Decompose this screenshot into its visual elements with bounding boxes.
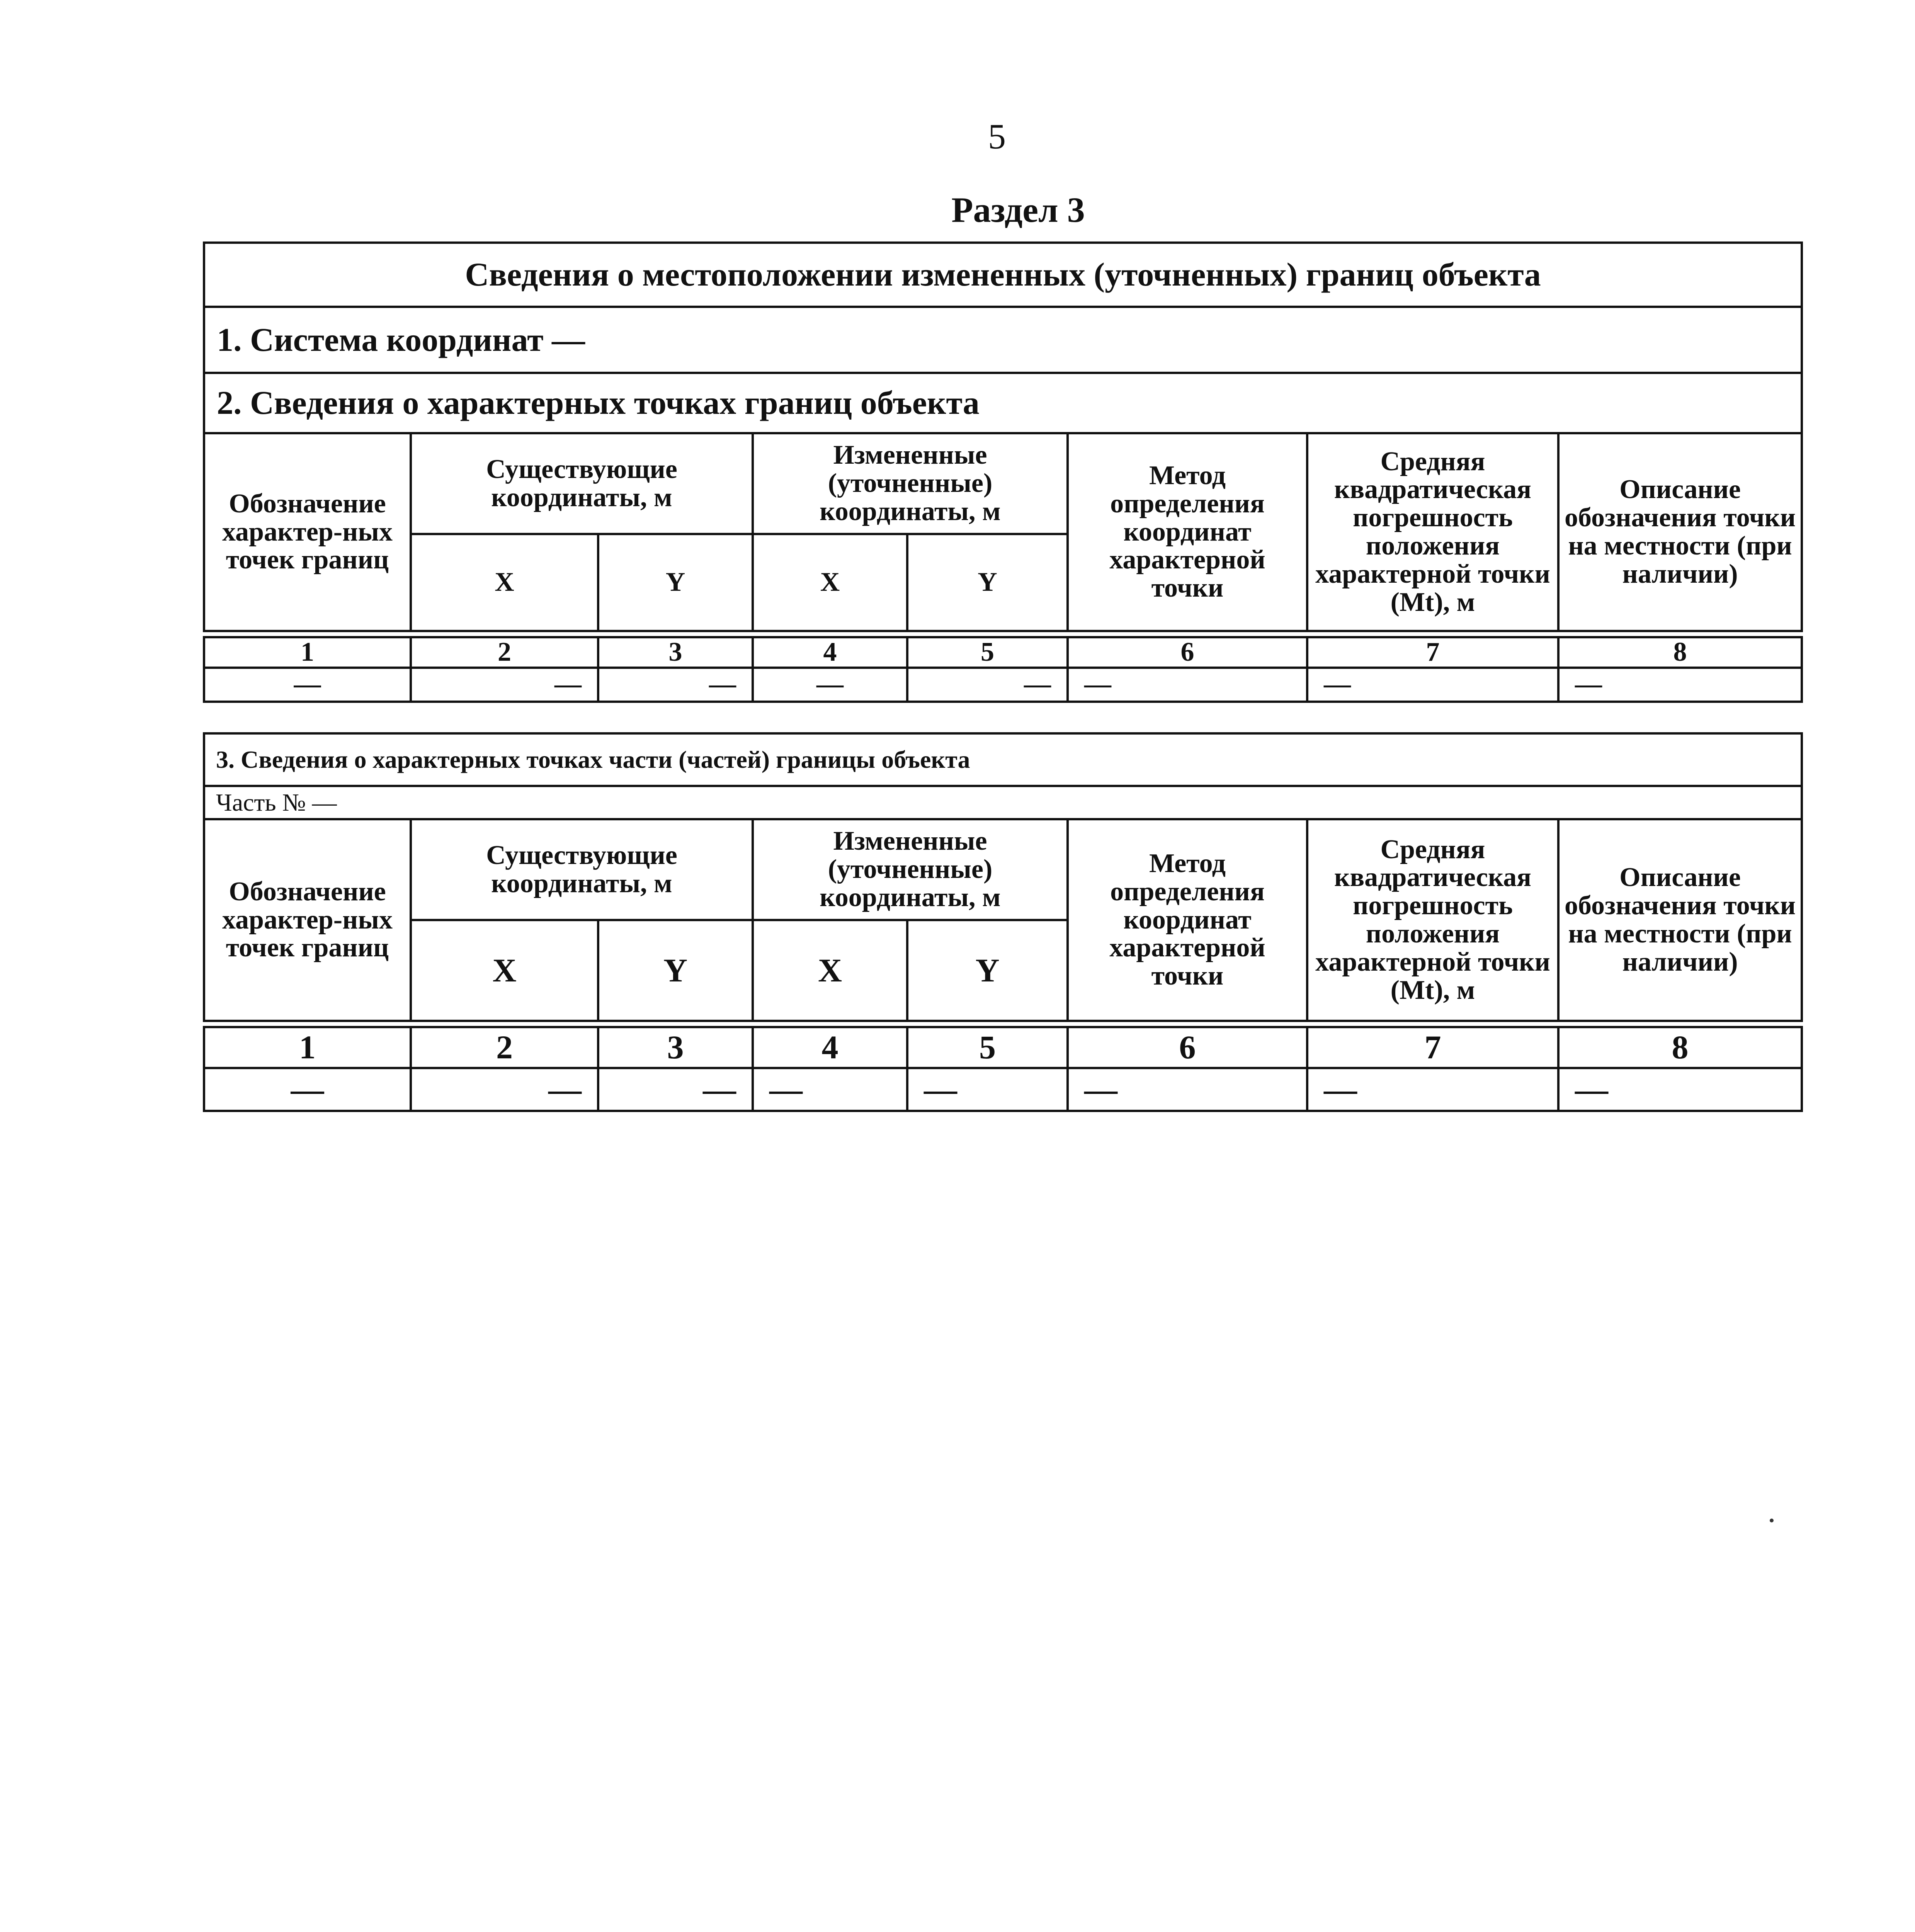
table-row xyxy=(204,1068,1802,1111)
cell-value: — xyxy=(1068,668,1307,702)
header-designation: Обозначение характер-ных точек границ xyxy=(204,819,411,1021)
part-boundary-points-table xyxy=(203,732,1803,1112)
column-number: 7 xyxy=(1307,1027,1558,1068)
cell-value: — xyxy=(204,1068,411,1111)
column-number: 1 xyxy=(204,637,411,668)
header-description: Описание обозначения точки на местности (при наличии) xyxy=(1558,433,1802,631)
header-existing-x: X xyxy=(411,534,598,631)
header-method: Метод определения координат характерной точки xyxy=(1068,819,1307,1021)
header-gap xyxy=(204,1021,1802,1027)
page-number: 5 xyxy=(988,117,1006,156)
column-number: 1 xyxy=(204,1027,411,1068)
cell-value: — xyxy=(204,668,411,702)
header-changed-y: Y xyxy=(907,920,1068,1021)
section-title: Раздел 3 xyxy=(951,190,1085,230)
column-number: 3 xyxy=(598,1027,753,1068)
column-number: 7 xyxy=(1307,637,1558,668)
cell-value: — xyxy=(411,668,598,702)
table-title: Сведения о местоположении измененных (уточненных) границ объекта xyxy=(204,243,1802,307)
column-number: 8 xyxy=(1558,1027,1802,1068)
cell-value: — xyxy=(411,1068,598,1111)
header-changed-y: Y xyxy=(907,534,1068,631)
column-number: 6 xyxy=(1068,637,1307,668)
column-number: 2 xyxy=(411,1027,598,1068)
header-existing-x: X xyxy=(411,920,598,1021)
cell-value: — xyxy=(598,668,753,702)
cell-value: — xyxy=(1307,1068,1558,1111)
cell-value: — xyxy=(907,1068,1068,1111)
boundary-points-table xyxy=(203,242,1803,703)
cell-value: — xyxy=(598,1068,753,1111)
cell-value: — xyxy=(753,668,907,702)
table-row xyxy=(204,668,1802,702)
column-number: 3 xyxy=(598,637,753,668)
scan-speck xyxy=(1770,1519,1774,1522)
cell-value: — xyxy=(753,1068,907,1111)
column-number: 6 xyxy=(1068,1027,1307,1068)
points-section-title: 2. Сведения о характерных точках границ объекта xyxy=(204,373,1802,433)
header-changed-coords: Измененные (уточненные) координаты, м xyxy=(753,819,1068,920)
cell-value: — xyxy=(1558,668,1802,702)
header-designation: Обозначение характер-ных точек границ xyxy=(204,433,411,631)
header-description: Описание обозначения точки на местности (при наличии) xyxy=(1558,819,1802,1021)
coordinate-system-label: 1. Система координат — xyxy=(204,307,1802,373)
column-number: 5 xyxy=(907,637,1068,668)
header-existing-y: Y xyxy=(598,534,753,631)
header-existing-coords: Существующие координаты, м xyxy=(411,433,753,534)
header-changed-x: X xyxy=(753,920,907,1021)
column-number: 2 xyxy=(411,637,598,668)
cell-value: — xyxy=(907,668,1068,702)
header-method: Метод определения координат характерной точки xyxy=(1068,433,1307,631)
column-number: 8 xyxy=(1558,637,1802,668)
cell-value: — xyxy=(1307,668,1558,702)
header-error: Средняя квадратическая погрешность положения характерной точки (Mt), м xyxy=(1307,819,1558,1021)
cell-value: — xyxy=(1558,1068,1802,1111)
column-number: 5 xyxy=(907,1027,1068,1068)
header-changed-x: X xyxy=(753,534,907,631)
header-gap xyxy=(204,631,1802,637)
header-error: Средняя квадратическая погрешность положения характерной точки (Mt), м xyxy=(1307,433,1558,631)
column-number: 4 xyxy=(753,1027,907,1068)
part-section-title: 3. Сведения о характерных точках части (частей) границы объекта xyxy=(204,733,1802,786)
column-number: 4 xyxy=(753,637,907,668)
part-number-label: Часть № — xyxy=(204,786,1802,819)
cell-value: — xyxy=(1068,1068,1307,1111)
header-changed-coords: Измененные (уточненные) координаты, м xyxy=(753,433,1068,534)
header-existing-y: Y xyxy=(598,920,753,1021)
header-existing-coords: Существующие координаты, м xyxy=(411,819,753,920)
